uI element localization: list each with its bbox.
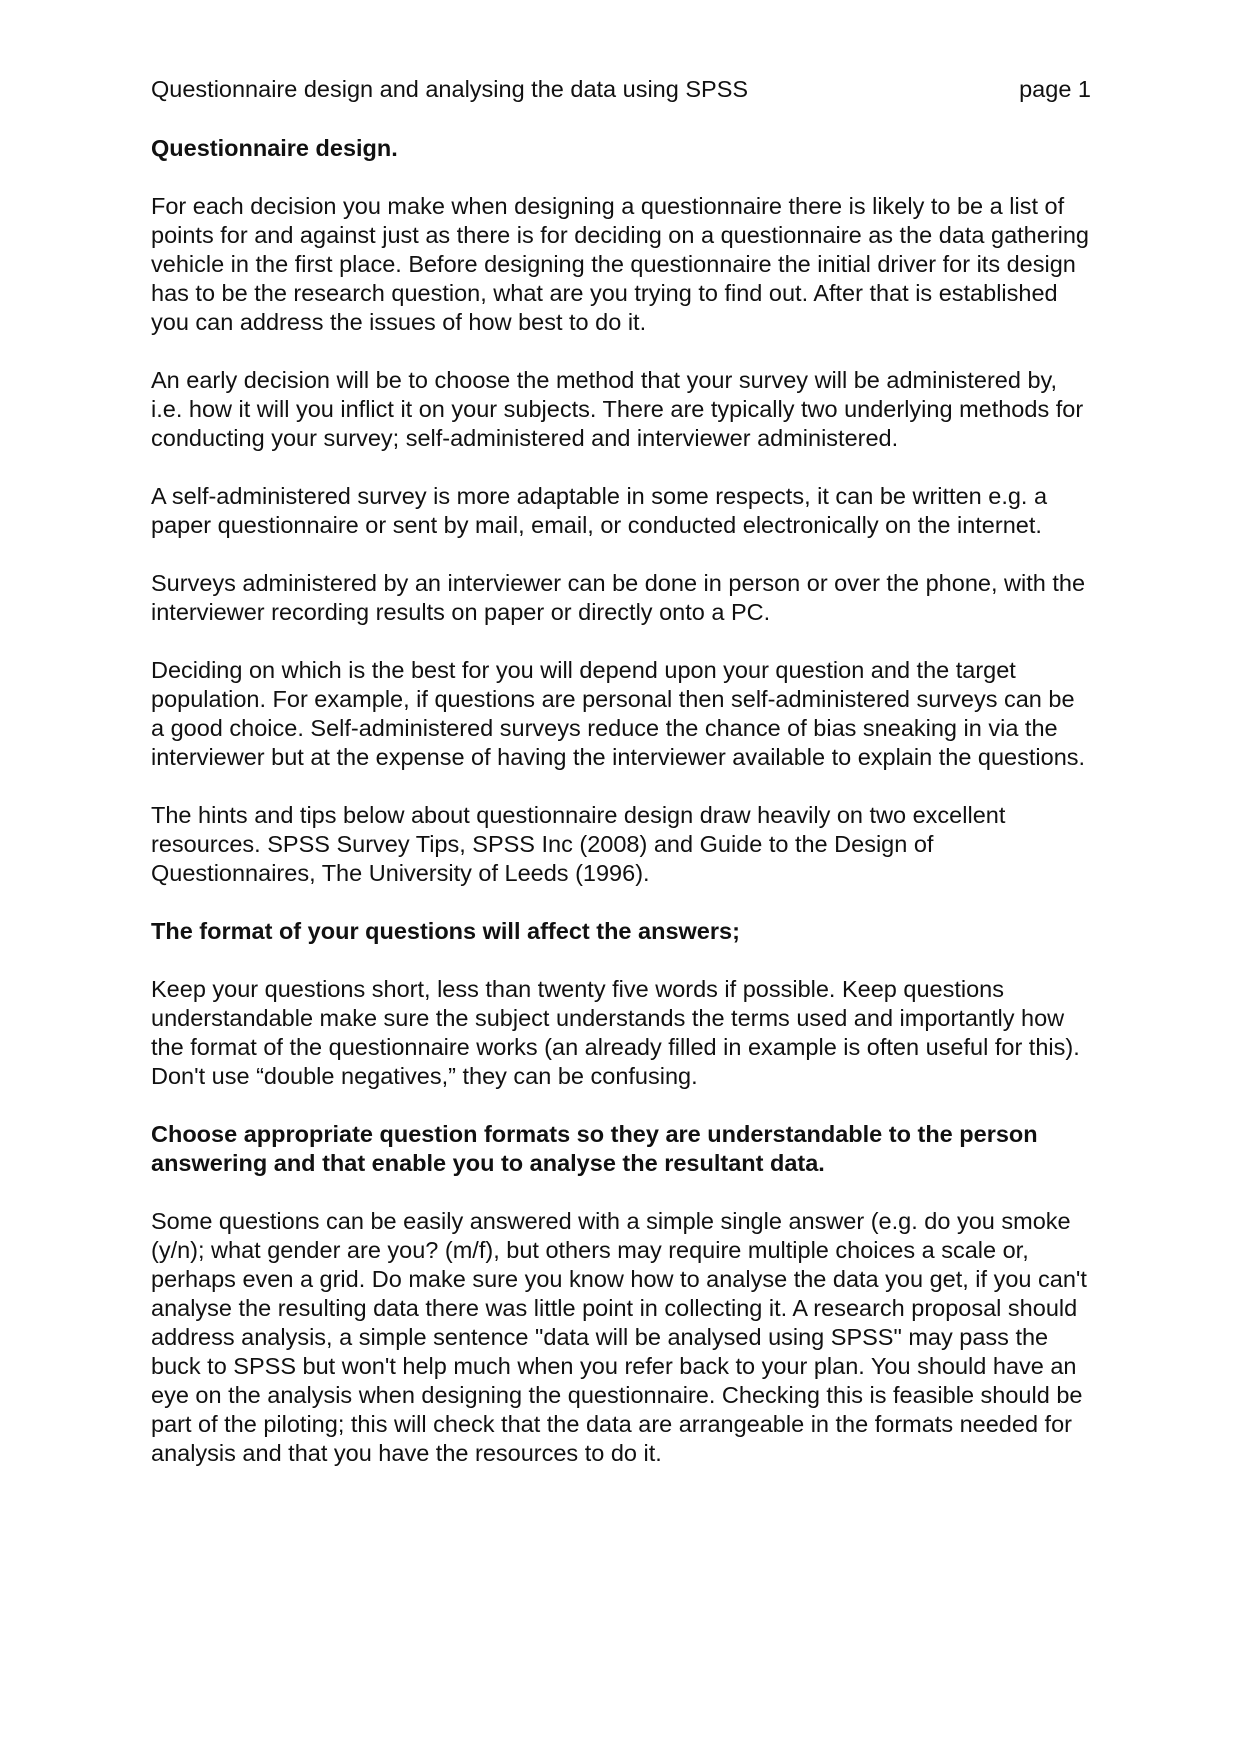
- section-heading: The format of your questions will affect the answers;: [151, 918, 740, 944]
- section-questionnaire-design: [151, 134, 1091, 888]
- paragraph-keep-short: Keep your questions short, less than twenty five words if possible. Keep questions understandable make sure the subject understands the terms used and importantly how the format of the questionnaire works (an already filled in example is often useful for this). Don't use “double negatives,” they can be confusing.: [151, 976, 1080, 1089]
- paragraph-administration-method: An early decision will be to choose the method that your survey will be administered by, i.e. how it will you inflict it on your subjects. There are typically two underlying methods for conducting your survey; self-administered and interviewer administered.: [151, 367, 1084, 451]
- section-appropriate-formats: [151, 1120, 1091, 1468]
- paragraph-interviewer-administered: Surveys administered by an interviewer can be done in person or over the phone, with the interviewer recording results on paper or directly onto a PC.: [151, 570, 1086, 625]
- running-header: [151, 74, 1091, 104]
- section-heading: Choose appropriate question formats so they are understandable to the person answering and that enable you to analyse the resultant data.: [151, 1121, 1038, 1176]
- page-number: page 1: [1019, 76, 1091, 102]
- paragraph-choosing-method: Deciding on which is the best for you will depend upon your question and the target population. For example, if questions are personal then self-administered surveys can be a good choice. Self-administered surveys reduce the chance of bias sneaking in via the interviewer but at the expense of having the interviewer available to explain the questions.: [151, 657, 1086, 770]
- section-heading: Questionnaire design.: [151, 135, 398, 161]
- paragraph-resources: The hints and tips below about questionnaire design draw heavily on two excellent resources. SPSS Survey Tips, SPSS Inc (2008) and Guide to the Design of Questionnaires, The University of Leeds (1996).: [151, 802, 1006, 886]
- paragraph-analysis: Some questions can be easily answered with a simple single answer (e.g. do you smoke (y/n); what gender are you? (m/f), but others may require multiple choices a scale or, perhaps even a grid. Do make sure you know how to analyse the data you get, if you can't analyse the resulting data there was little point in collecting it. A research proposal should address analysis, a simple sentence "data will be analysed using SPSS" may pass the buck to SPSS but won't help much when you refer back to your plan. You should have an eye on the analysis when designing the questionnaire. Checking this is feasible should be part of the piloting; this will check that the data are arrangeable in the formats needed for analysis and that you have the resources to do it.: [151, 1208, 1087, 1466]
- document-title: Questionnaire design and analysing the data using SPSS: [151, 76, 749, 102]
- paragraph-decisions: For each decision you make when designing a questionnaire there is likely to be a list of points for and against just as there is for deciding on a questionnaire as the data gathering vehicle in the first place. Before designing the questionnaire the initial driver for its design has to be the research question, what are you trying to find out. After that is established you can address the issues of how best to do it.: [151, 193, 1090, 335]
- paragraph-self-administered: A self-administered survey is more adaptable in some respects, it can be written e.g. a paper questionnaire or sent by mail, email, or conducted electronically on the internet.: [151, 483, 1048, 538]
- document-page: [151, 74, 1091, 1497]
- section-question-format: [151, 917, 1091, 1091]
